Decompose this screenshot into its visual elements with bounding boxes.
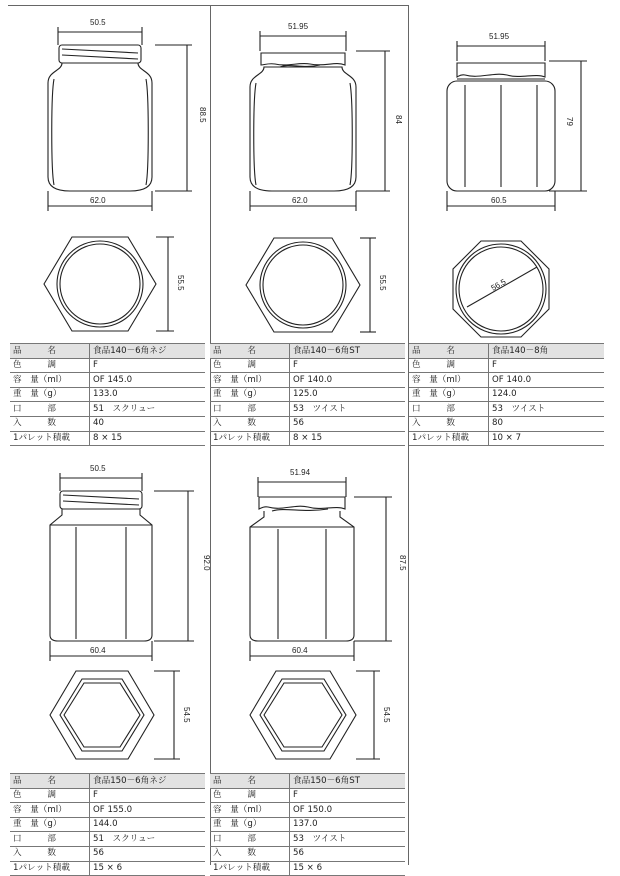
spec-label: 容 量（ml） [409, 373, 489, 388]
spec-row [10, 832, 205, 847]
spec-label: 重 量（g） [210, 387, 290, 402]
spec-value: 133.0 [90, 387, 206, 402]
spec-label: 口 部 [10, 832, 90, 847]
spec-value: 食品140－6角ネジ [90, 344, 206, 359]
spec-label: 入 数 [10, 846, 90, 861]
dim-top: 50.5 [90, 464, 106, 473]
spec-value: 56 [90, 846, 206, 861]
dim-top: 50.5 [90, 18, 106, 27]
spec-label: 口 部 [210, 832, 290, 847]
spec-row [409, 358, 604, 373]
spec-row [210, 846, 405, 861]
spec-row [210, 402, 405, 417]
spec-value: 15 × 6 [290, 861, 406, 876]
divider [408, 435, 409, 865]
spec-label: 1パレット積載 [210, 431, 290, 446]
spec-value: 53 ツイスト [290, 832, 406, 847]
spec-value: F [489, 358, 605, 373]
dim-bottom: 62.0 [90, 196, 106, 205]
spec-label: 色 調 [210, 788, 290, 803]
spec-value: OF 145.0 [90, 373, 206, 388]
spec-row [409, 402, 604, 417]
dim-plan: 54.5 [182, 707, 191, 723]
spec-value: 80 [489, 416, 605, 431]
spec-row [210, 416, 405, 431]
dim-plan: 55.5 [378, 275, 387, 291]
spec-label: 容 量（ml） [210, 803, 290, 818]
dim-height: 92.0 [202, 555, 211, 571]
dim-plan: 55.5 [176, 275, 185, 291]
dim-plan: 54.5 [382, 707, 391, 723]
spec-value: 食品140－6角ST [290, 344, 406, 359]
spec-value: 56 [290, 416, 406, 431]
dim-top: 51.94 [290, 468, 311, 477]
spec-row [210, 832, 405, 847]
spec-value: 56 [290, 846, 406, 861]
spec-label: 色 調 [210, 358, 290, 373]
spec-label: 重 量（g） [10, 817, 90, 832]
spec-label: 重 量（g） [409, 387, 489, 402]
product-panel-1 [10, 5, 210, 444]
spec-value: 食品150－6角ネジ [90, 774, 206, 789]
spec-value: 144.0 [90, 817, 206, 832]
spec-row [409, 416, 604, 431]
spec-table [409, 343, 604, 446]
spec-row [10, 387, 205, 402]
spec-value: 食品140－8角 [489, 344, 605, 359]
spec-row [210, 788, 405, 803]
spec-value: F [90, 788, 206, 803]
spec-row [10, 861, 205, 876]
spec-value: 食品150－6角ST [290, 774, 406, 789]
spec-label: 重 量（g） [210, 817, 290, 832]
spec-value: OF 150.0 [290, 803, 406, 818]
spec-row [10, 358, 205, 373]
spec-row [210, 817, 405, 832]
spec-row [210, 387, 405, 402]
spec-value: 15 × 6 [90, 861, 206, 876]
spec-value: 53 ツイスト [489, 402, 605, 417]
spec-value: OF 155.0 [90, 803, 206, 818]
spec-row [10, 846, 205, 861]
spec-value: F [90, 358, 206, 373]
spec-value: F [290, 358, 406, 373]
spec-label: 1パレット積載 [10, 861, 90, 876]
dim-plan: 56.5 [489, 277, 508, 293]
spec-row [10, 344, 205, 359]
spec-row [409, 373, 604, 388]
spec-row [210, 373, 405, 388]
spec-label: 容 量（ml） [210, 373, 290, 388]
spec-table [210, 343, 405, 446]
spec-label: 容 量（ml） [10, 803, 90, 818]
spec-row [10, 402, 205, 417]
product-panel-4 [10, 435, 211, 874]
spec-value: 51 スクリュー [90, 832, 206, 847]
spec-row [10, 774, 205, 789]
spec-row [409, 387, 604, 402]
spec-value: 40 [90, 416, 206, 431]
spec-label: 1パレット積載 [210, 861, 290, 876]
dim-top: 51.95 [489, 32, 510, 41]
spec-row [10, 416, 205, 431]
spec-value: 124.0 [489, 387, 605, 402]
spec-label: 品 名 [210, 344, 290, 359]
dim-bottom: 60.5 [491, 196, 507, 205]
spec-value: 8 × 15 [90, 431, 206, 446]
spec-label: 入 数 [10, 416, 90, 431]
spec-row [10, 817, 205, 832]
spec-row [10, 373, 205, 388]
spec-label: 品 名 [10, 774, 90, 789]
spec-label: 色 調 [10, 358, 90, 373]
spec-value: 51 スクリュー [90, 402, 206, 417]
spec-table [210, 773, 405, 876]
dim-height: 88.5 [198, 107, 207, 123]
spec-label: 入 数 [409, 416, 489, 431]
spec-label: 入 数 [210, 846, 290, 861]
spec-row [210, 774, 405, 789]
spec-row [409, 344, 604, 359]
spec-table [10, 343, 205, 446]
spec-value: F [290, 788, 406, 803]
spec-value: 137.0 [290, 817, 406, 832]
product-panel-5 [210, 435, 408, 874]
spec-label: 品 名 [409, 344, 489, 359]
spec-label: 品 名 [210, 774, 290, 789]
spec-label: 容 量（ml） [10, 373, 90, 388]
dim-bottom: 62.0 [292, 196, 308, 205]
spec-table [10, 773, 205, 876]
spec-value: 125.0 [290, 387, 406, 402]
spec-row [10, 803, 205, 818]
spec-value: 53 ツイスト [290, 402, 406, 417]
spec-row [210, 358, 405, 373]
spec-row [210, 344, 405, 359]
spec-value: OF 140.0 [489, 373, 605, 388]
spec-label: 1パレット積載 [409, 431, 489, 446]
spec-label: 入 数 [210, 416, 290, 431]
spec-label: 1パレット積載 [10, 431, 90, 446]
spec-value: 10 × 7 [489, 431, 605, 446]
spec-row [210, 861, 405, 876]
spec-value: 8 × 15 [290, 431, 406, 446]
spec-row [409, 431, 604, 446]
spec-label: 口 部 [210, 402, 290, 417]
spec-label: 重 量（g） [10, 387, 90, 402]
spec-label: 色 調 [10, 788, 90, 803]
dim-bottom: 60.4 [292, 646, 308, 655]
dim-top: 51.95 [288, 22, 309, 31]
dim-bottom: 60.4 [90, 646, 106, 655]
dim-height: 87.5 [398, 555, 407, 571]
spec-row [10, 788, 205, 803]
product-panel-2 [210, 5, 408, 444]
dim-height: 84 [394, 115, 403, 124]
spec-label: 色 調 [409, 358, 489, 373]
spec-label: 口 部 [409, 402, 489, 417]
spec-value: OF 140.0 [290, 373, 406, 388]
dim-height: 79 [565, 117, 574, 126]
product-panel-3 [409, 5, 609, 444]
spec-label: 品 名 [10, 344, 90, 359]
spec-label: 口 部 [10, 402, 90, 417]
spec-row [210, 803, 405, 818]
